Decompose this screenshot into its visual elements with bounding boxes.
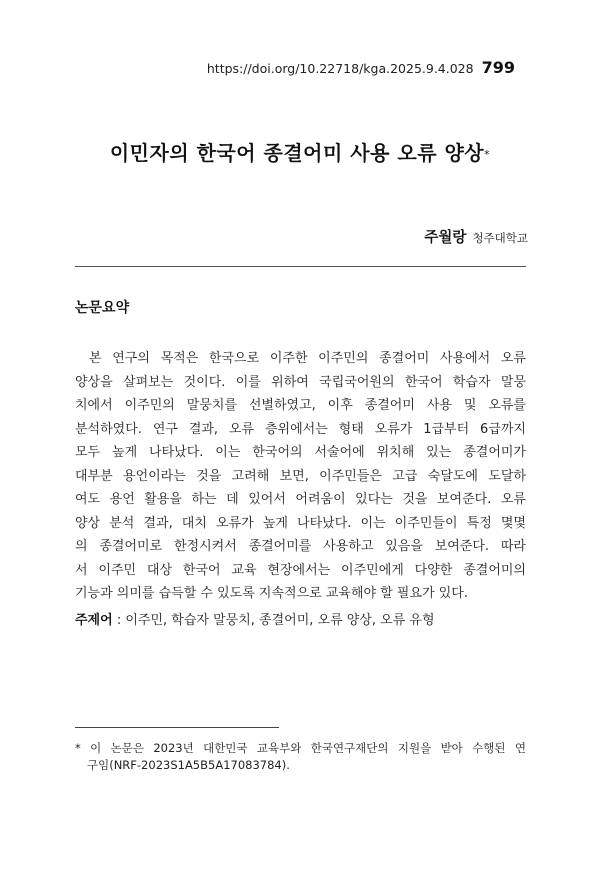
footnote-divider [75, 727, 279, 728]
keywords-label: 주제어 [75, 613, 113, 628]
abstract-line: 치에서 이주민의 말뭉치를 선별하였고, 이후 종결어미 사용 및 오류를 [75, 398, 526, 413]
abstract-line: 서 이주민 대상 한국어 교육 현장에서는 이주민에게 다양한 종결어미의 [75, 562, 526, 578]
keywords-separator: : [112, 613, 126, 628]
header-divider [75, 266, 526, 267]
abstract-line: 양상을 살펴보는 것이다. 이를 위하여 국립국어원의 한국어 학습자 말뭉 [75, 374, 526, 390]
abstract-heading: 논문요약 [75, 300, 130, 316]
paper-title-text: 이민자의 한국어 종결어미 사용 오류 양상 [109, 141, 485, 165]
abstract-line: 의 종결어미로 한정시켜서 종결어미를 사용하고 있음을 보여준다. 따라 [75, 539, 526, 554]
author-line [424, 226, 528, 247]
abstract-line: 분석하였다. 연구 결과, 오류 층위에서는 형태 오류가 1급부터 6급까지 [75, 421, 526, 437]
footnote-line: 구임(NRF-2023S1A5B5A17083784). [87, 758, 290, 772]
paper-title [0, 137, 600, 166]
title-footnote-mark: * [484, 148, 491, 161]
abstract-body [75, 347, 526, 606]
abstract-line: 본 연구의 목적은 한국으로 이주한 이주민의 종결어미 사용에서 오류 [89, 351, 526, 366]
footnote [75, 740, 526, 774]
keywords-text: 이주민, 학습자 말뭉치, 종결어미, 오류 양상, 오류 유형 [125, 613, 435, 628]
abstract-line: 양상 분석 결과, 대치 오류가 높게 나타났다. 이는 이주민들이 특정 몇몇 [75, 515, 526, 531]
abstract-line: 대부분 용언이라는 것을 고려해 보면, 이주민들은 고급 숙달도에 도달하 [75, 468, 526, 484]
keywords [75, 609, 435, 628]
footnote-line: * 이 논문은 2023년 대한민국 교육부와 한국연구재단의 지원을 받아 수행된 연 [75, 741, 526, 755]
abstract-line: 여도 용언 활용을 하는 데 있어서 어려움이 있다는 것을 보여준다. 오류 [75, 492, 526, 507]
author-name: 주월랑 [424, 230, 467, 246]
author-affiliation: 청주대학교 [472, 231, 528, 245]
abstract-line: 기능과 의미를 습득할 수 있도록 지속적으로 교육해야 할 필요가 있다. [75, 586, 468, 601]
doi-link[interactable]: https://doi.org/10.22718/kga.2025.9.4.028 [206, 61, 474, 76]
running-header [207, 58, 515, 77]
abstract-line: 모두 높게 나타났다. 이는 한국어의 서술어에 위치해 있는 종결어미가 [75, 445, 526, 460]
page-number: 799 [481, 58, 515, 77]
